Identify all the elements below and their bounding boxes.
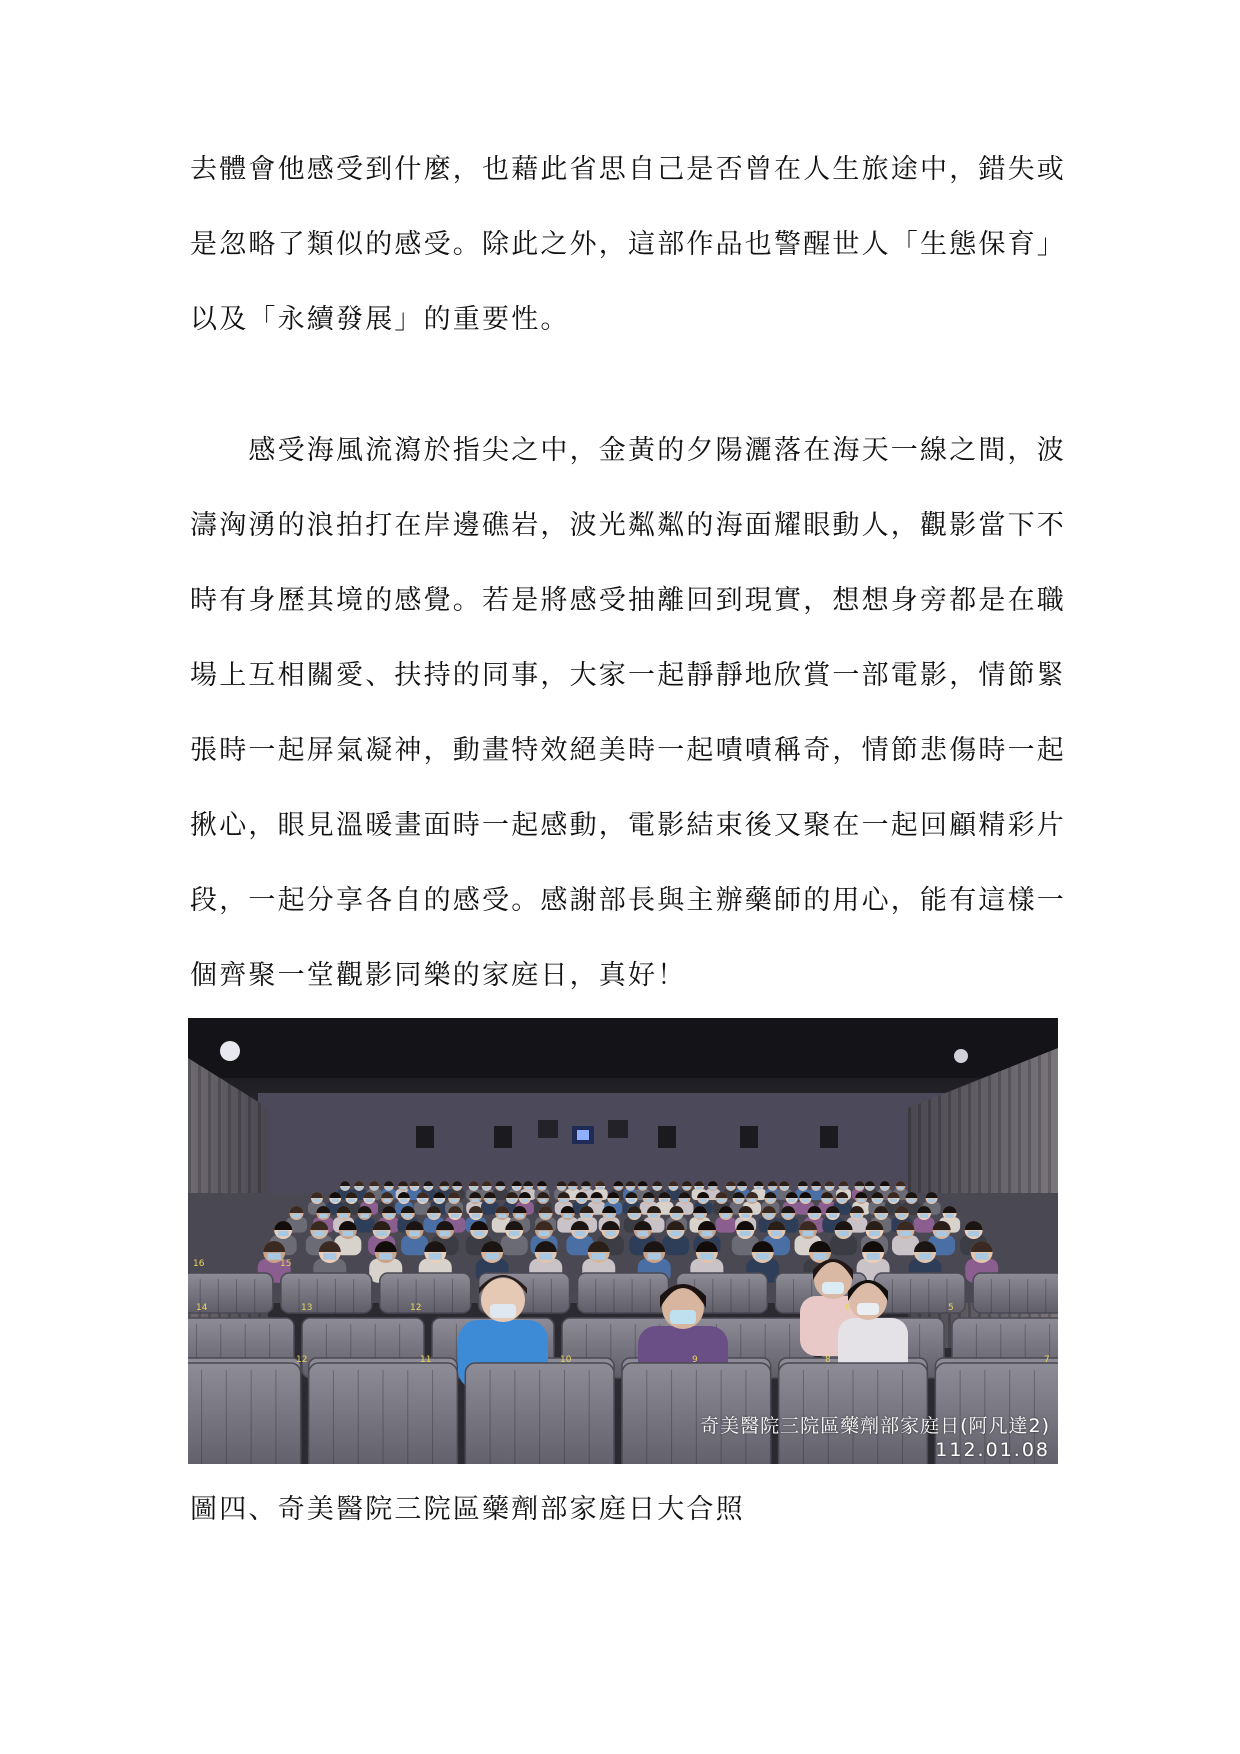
face-mask (400, 1199, 407, 1203)
face-mask (710, 1187, 716, 1190)
ceiling-light (220, 1041, 240, 1061)
face-mask (670, 1187, 676, 1190)
face-mask (539, 1199, 546, 1203)
face-mask (451, 1214, 459, 1218)
face-mask (356, 1187, 362, 1190)
face-mask (605, 1231, 616, 1236)
face-mask (803, 1231, 814, 1236)
face-mask (748, 1199, 755, 1203)
face-mask (541, 1214, 549, 1218)
face-mask (605, 1214, 613, 1218)
face-mask (637, 1231, 648, 1236)
face-mask (583, 1187, 589, 1190)
face-mask (498, 1214, 506, 1218)
face-mask (771, 1231, 782, 1236)
face-mask (640, 1187, 646, 1190)
face-mask (440, 1231, 451, 1236)
face-mask (278, 1231, 289, 1236)
face-mask (292, 1214, 300, 1218)
face-mask (718, 1199, 725, 1203)
seat-number: 9 (692, 1355, 698, 1365)
face-mask (853, 1214, 861, 1218)
speaker (740, 1126, 758, 1148)
face-mask (829, 1214, 837, 1218)
face-mask (508, 1199, 515, 1203)
face-mask (539, 1253, 552, 1260)
face-mask (767, 1199, 774, 1203)
face-mask (781, 1187, 787, 1190)
paragraph-2-line-6: 揪心，眼見溫暖畫面時一起感動，電影結束後又聚在一起回顧精彩片 (190, 810, 1066, 841)
face-mask (348, 1199, 355, 1203)
face-mask (813, 1253, 826, 1260)
face-mask (450, 1199, 457, 1203)
face-mask (765, 1214, 773, 1218)
face-mask (898, 1214, 906, 1218)
seat-number: 12 (296, 1355, 308, 1365)
figure-caption: 圖四、奇美醫院三院區藥劑部家庭日大合照 (190, 1494, 745, 1525)
group-photo (188, 1018, 1058, 1464)
face-mask (430, 1214, 438, 1218)
face-mask (615, 1187, 621, 1190)
face-mask (874, 1199, 881, 1203)
face-mask (696, 1187, 702, 1190)
face-mask (700, 1199, 707, 1203)
face-mask (385, 1214, 393, 1218)
speaker (538, 1120, 558, 1138)
speaker (494, 1126, 512, 1148)
face-mask (898, 1187, 904, 1190)
face-mask (514, 1187, 520, 1190)
face-mask (936, 1231, 947, 1236)
face-mask (454, 1187, 460, 1190)
seat-number: 5 (948, 1303, 954, 1313)
ceiling-light (954, 1049, 968, 1063)
face-mask (268, 1253, 281, 1260)
face-mask (661, 1199, 668, 1203)
face-mask (404, 1214, 412, 1218)
face-mask (877, 1214, 885, 1218)
face-mask (570, 1187, 576, 1190)
face-mask (386, 1187, 392, 1190)
paragraph-2-line-5: 張時一起屏氣凝神，動畫特效絕美時一起嘖嘖稱奇，情節悲傷時一起 (190, 735, 1066, 766)
paragraph-2-line-1: 感受海風流瀉於指尖之中，金黃的夕陽灑落在海天一線之間，波 (190, 435, 1066, 466)
front-cinema-seat (188, 1363, 301, 1464)
speaker (658, 1126, 676, 1148)
face-mask (810, 1214, 818, 1218)
face-mask (610, 1199, 617, 1203)
face-mask (838, 1199, 845, 1203)
paragraph-2-line-7: 段，一起分享各自的感受。感謝部長與主辦藥師的用心，能有這樣一 (190, 885, 1066, 916)
face-mask (486, 1199, 493, 1203)
face-mask (339, 1214, 347, 1218)
face-mask (564, 1214, 572, 1218)
face-mask (945, 1214, 953, 1218)
paragraph-1-line-3: 以及「永續發展」的重要性。 (190, 304, 570, 335)
seat-number: 8 (825, 1355, 831, 1365)
face-mask (419, 1199, 426, 1203)
paragraph-2-line-8: 個齊聚一堂觀影同樂的家庭日，真好！ (190, 960, 687, 991)
face-mask (841, 1187, 847, 1190)
face-mask (474, 1231, 485, 1236)
cinema-seat (281, 1273, 372, 1313)
face-mask (740, 1231, 751, 1236)
face-mask (497, 1187, 503, 1190)
face-mask (559, 1187, 565, 1190)
face-mask (670, 1231, 681, 1236)
face-mask (366, 1199, 373, 1203)
face-mask (472, 1214, 480, 1218)
face-mask (411, 1187, 417, 1190)
seat-number: 14 (196, 1303, 208, 1313)
face-mask (890, 1199, 897, 1203)
speaker (416, 1126, 434, 1148)
face-mask (383, 1199, 390, 1203)
face-mask (684, 1187, 690, 1190)
face-mask (681, 1199, 688, 1203)
face-mask (400, 1187, 406, 1190)
face-mask (838, 1231, 849, 1236)
face-mask (429, 1253, 442, 1260)
face-mask (650, 1214, 658, 1218)
seat-number: 6 (845, 1303, 851, 1313)
face-mask (379, 1253, 392, 1260)
cinema-illustration (188, 1018, 1058, 1464)
seat-number: 15 (280, 1259, 292, 1269)
face-mask (342, 1187, 348, 1190)
cinema-seat (578, 1273, 669, 1313)
face-mask (756, 1187, 762, 1190)
face-mask (882, 1187, 888, 1190)
face-mask (592, 1253, 605, 1260)
paragraph-2-line-2: 濤洶湧的浪拍打在岸邊礁岩，波光粼粼的海面耀眼動人，觀影當下不 (190, 510, 1066, 541)
face-mask (360, 1214, 368, 1218)
face-mask (826, 1187, 832, 1190)
speaker (608, 1120, 628, 1138)
seat-number: 16 (193, 1259, 205, 1269)
face-mask (578, 1199, 585, 1203)
face-mask (486, 1253, 499, 1260)
speaker (820, 1126, 838, 1148)
face-mask (968, 1231, 979, 1236)
face-mask (342, 1231, 353, 1236)
cinema-seat (380, 1273, 471, 1313)
face-mask (739, 1187, 745, 1190)
face-mask (867, 1187, 873, 1190)
paragraph-2-line-4: 場上互相關愛、扶持的同事，大家一起靜靜地欣賞一部電影，情節緊 (190, 660, 1066, 691)
seat-number: 10 (560, 1355, 572, 1365)
face-mask (728, 1187, 734, 1190)
face-mask (425, 1187, 431, 1190)
face-mask (323, 1253, 336, 1260)
face-mask (869, 1231, 880, 1236)
face-mask (515, 1214, 523, 1218)
seat-number: 13 (301, 1303, 313, 1313)
face-mask (574, 1231, 585, 1236)
photo-watermark: 奇美醫院三院區藥劑部家庭日(阿凡達2) (700, 1415, 1050, 1437)
face-mask (756, 1253, 769, 1260)
face-mask (800, 1187, 806, 1190)
face-mask (436, 1199, 443, 1203)
face-mask (788, 1199, 795, 1203)
face-mask (471, 1187, 477, 1190)
face-mask (593, 1199, 600, 1203)
face-mask (371, 1187, 377, 1190)
face-mask (630, 1214, 638, 1218)
face-mask (409, 1231, 420, 1236)
photo-date: 112.01.08 (935, 1439, 1050, 1461)
face-mask (332, 1199, 339, 1203)
face-mask (441, 1187, 447, 1190)
face-mask (928, 1199, 935, 1203)
face-mask (823, 1199, 830, 1203)
face-mask (908, 1199, 915, 1203)
face-mask (672, 1214, 680, 1218)
face-mask (645, 1199, 652, 1203)
face-mask (900, 1231, 911, 1236)
face-mask (539, 1187, 545, 1190)
face-mask (741, 1214, 749, 1218)
face-mask (597, 1187, 603, 1190)
face-mask (920, 1214, 928, 1218)
face-mask (628, 1199, 635, 1203)
face-mask (813, 1187, 819, 1190)
face-mask (521, 1199, 528, 1203)
face-mask (770, 1187, 776, 1190)
face-mask (314, 1231, 325, 1236)
face-mask (866, 1253, 879, 1260)
face-mask (648, 1253, 661, 1260)
face-mask (735, 1199, 742, 1203)
face-mask (975, 1253, 988, 1260)
face-mask (582, 1214, 590, 1218)
face-mask (654, 1187, 660, 1190)
face-mask (802, 1199, 809, 1203)
face-mask (918, 1253, 931, 1260)
face-mask (627, 1187, 633, 1190)
face-mask (696, 1214, 704, 1218)
face-mask (484, 1187, 490, 1190)
face-mask (858, 1199, 865, 1203)
seat-number: 11 (420, 1355, 432, 1365)
face-mask (509, 1231, 520, 1236)
paragraph-1-line-1: 去體會他感受到什麼，也藉此省思自己是否曾在人生旅途中，錯失或 (190, 154, 1066, 185)
face-mask (525, 1187, 531, 1190)
paragraph-2-line-3: 時有身歷其境的感覺。若是將感受抽離回到現實，想想身旁都是在職 (190, 585, 1066, 616)
cinema-seat (973, 1273, 1058, 1313)
seat-number: 7 (1044, 1355, 1050, 1365)
face-mask (376, 1231, 387, 1236)
face-mask (702, 1231, 713, 1236)
face-mask (784, 1214, 792, 1218)
face-mask (539, 1231, 550, 1236)
face-mask (856, 1187, 862, 1190)
face-mask (722, 1214, 730, 1218)
face-mask (319, 1214, 327, 1218)
face-mask (560, 1199, 567, 1203)
face-mask (472, 1199, 479, 1203)
paragraph-1-line-2: 是忽略了類似的感受。除此之外，這部作品也警醒世人「生態保育」 (190, 229, 1066, 260)
face-mask (700, 1253, 713, 1260)
seat-number: 12 (410, 1303, 422, 1313)
face-mask (313, 1199, 320, 1203)
